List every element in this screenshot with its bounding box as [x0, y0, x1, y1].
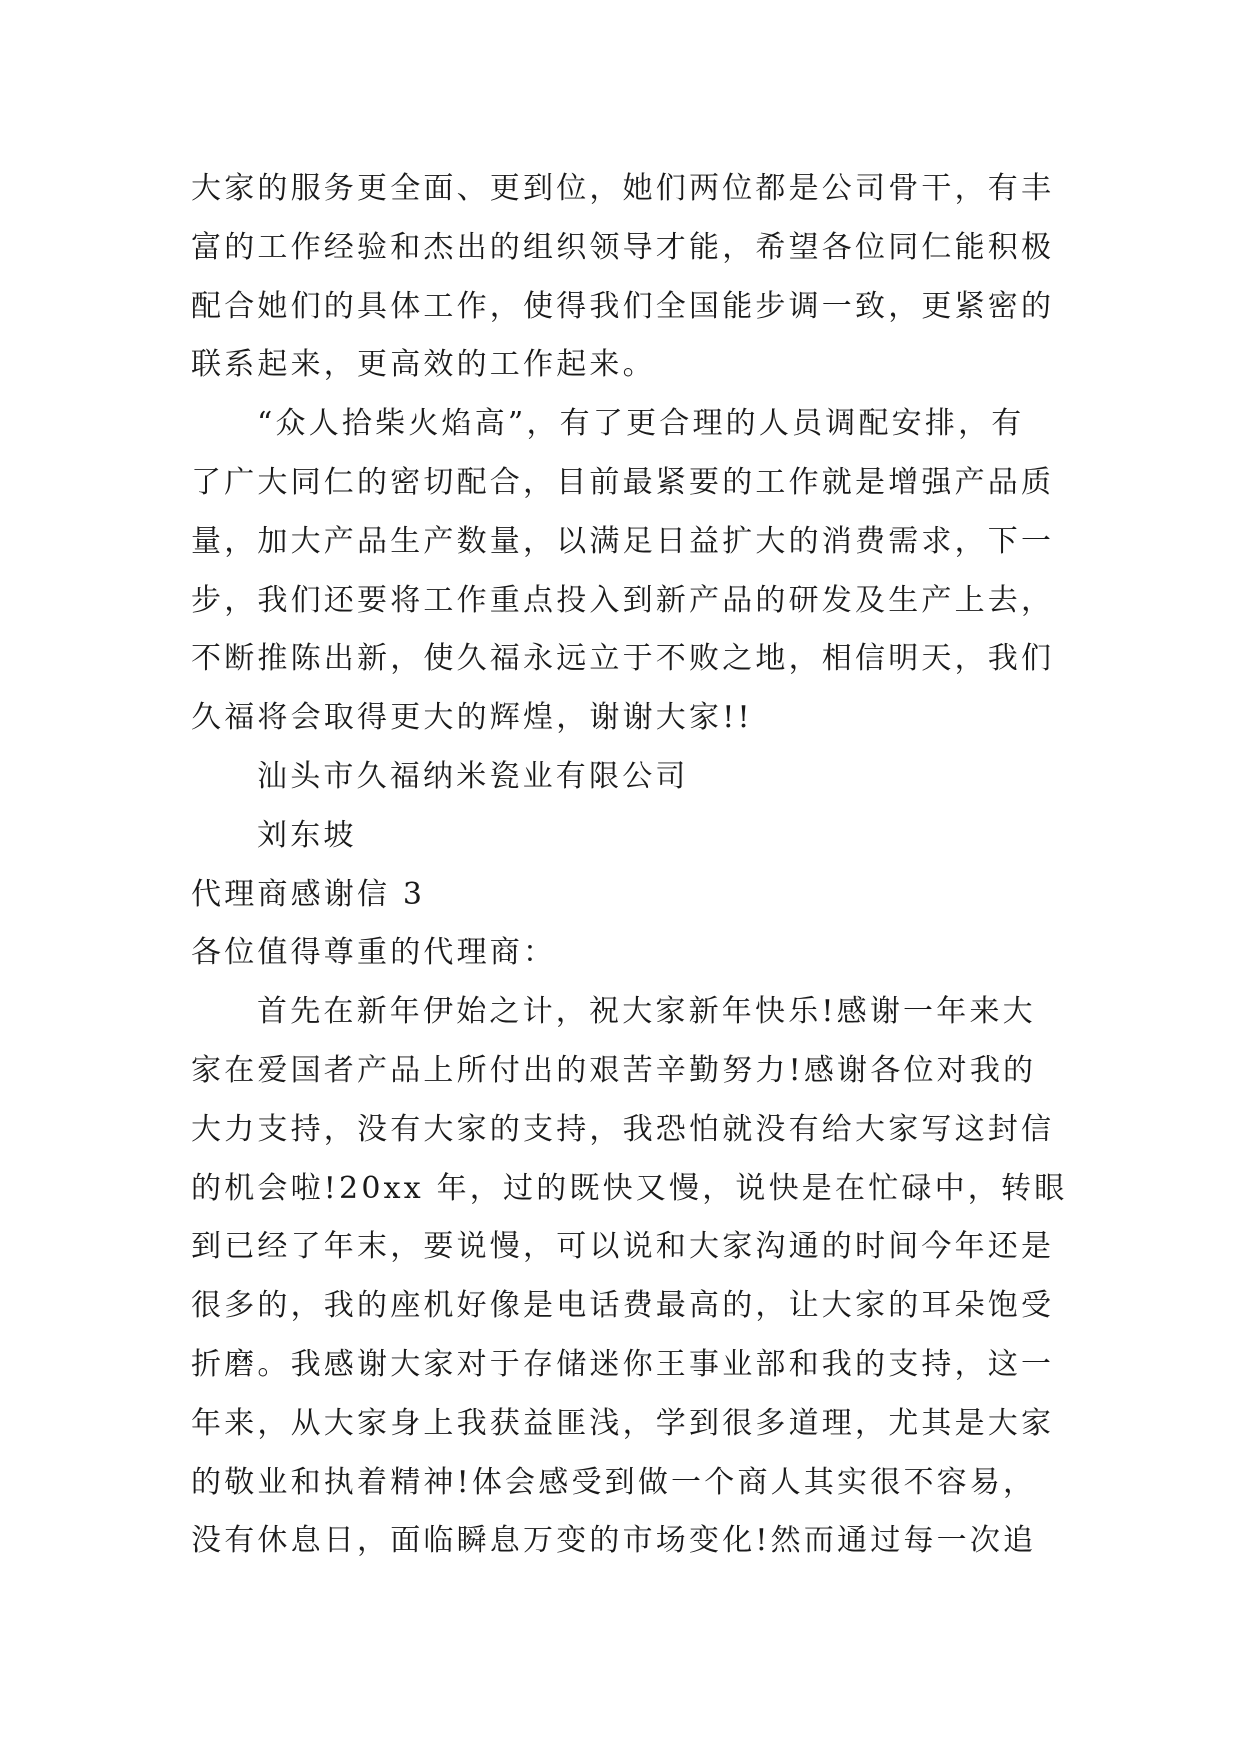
text-line: “众人拾柴火焰高”，有了更合理的人员调配安排，有 — [257, 406, 1025, 442]
text-line: 大力支持，没有大家的支持，我恐怕就没有给大家写这封信 — [191, 1111, 1055, 1147]
text-line: 大家的服务更全面、更到位，她们两位都是公司骨干，有丰 — [191, 171, 1055, 206]
text-line: 很多的，我的座机好像是电话费最高的，让大家的耳朵饱受 — [191, 1288, 1055, 1324]
text-line: 步，我们还要将工作重点投入到新产品的研发及生产上去， — [191, 582, 1055, 618]
text-line: 了广大同仁的密切配合，目前最紧要的工作就是增强产品质 — [191, 464, 1055, 500]
document-body — [191, 160, 1068, 1571]
text-line: 的机会啦!20xx 年，过的既快又慢，说快是在忙碌中，转眼 — [191, 1170, 1068, 1206]
text-line: 量，加大产品生产数量，以满足日益扩大的消费需求，下一 — [191, 523, 1055, 559]
text-line: 联系起来，更高效的工作起来。 — [191, 347, 656, 383]
text-line: 汕头市久福纳米瓷业有限公司 — [257, 758, 689, 794]
text-line: 久福将会取得更大的辉煌，谢谢大家!! — [191, 700, 753, 736]
text-line: 富的工作经验和杰出的组织领导才能，希望各位同仁能积极 — [191, 229, 1055, 265]
text-line: 各位值得尊重的代理商： — [191, 935, 557, 971]
text-line: 折磨。我感谢大家对于存储迷你王事业部和我的支持，这一 — [191, 1346, 1055, 1382]
text-line: 的敬业和执着精神!体会感受到做一个商人其实很不容易， — [191, 1464, 1037, 1500]
text-line: 刘东坡 — [257, 817, 357, 853]
text-line: 年来，从大家身上我获益匪浅，学到很多道理，尤其是大家 — [191, 1405, 1055, 1441]
text-line: 家在爱国者产品上所付出的艰苦辛勤努力!感谢各位对我的 — [191, 1052, 1037, 1088]
text-line: 到已经了年末，要说慢，可以说和大家沟通的时间今年还是 — [191, 1229, 1055, 1265]
text-line: 没有休息日，面临瞬息万变的市场变化!然而通过每一次追 — [191, 1523, 1037, 1559]
text-line: 配合她们的具体工作，使得我们全国能步调一致，更紧密的 — [191, 288, 1055, 324]
text-line: 首先在新年伊始之计，祝大家新年快乐!感谢一年来大 — [257, 994, 1036, 1030]
text-line: 不断推陈出新，使久福永远立于不败之地，相信明天，我们 — [191, 641, 1055, 677]
text-line: 代理商感谢信 3 — [191, 876, 426, 912]
